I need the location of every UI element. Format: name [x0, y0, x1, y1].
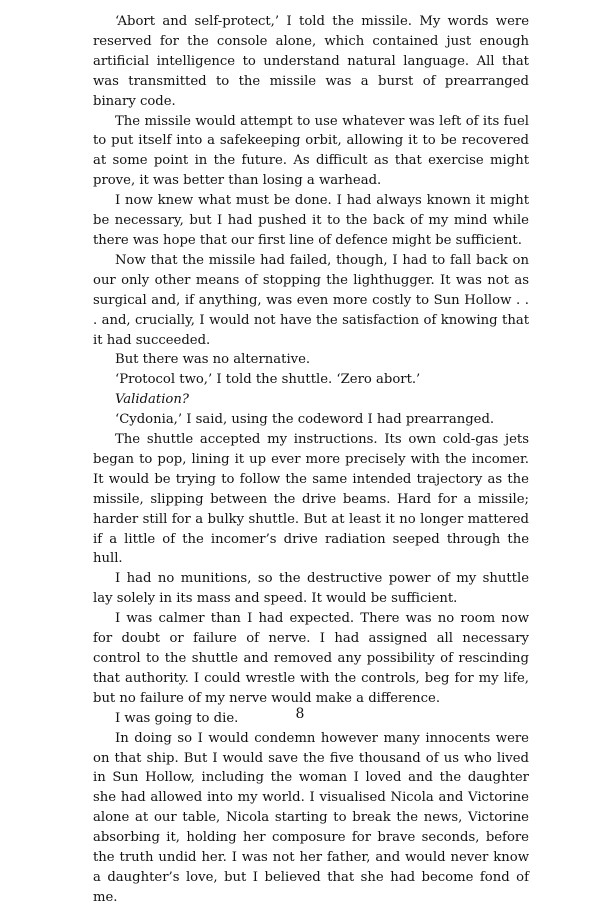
- paragraph: I had no munitions, so the destructive power of my shuttle lay solely in its mass and speed. It would be sufficient.: [93, 571, 529, 607]
- paragraph: I was going to die.: [115, 710, 239, 726]
- body-text: [93, 12, 529, 908]
- page-number: 8: [295, 706, 305, 722]
- paragraph: I was calmer than I had expected. There was no room now for doubt or failure of nerve. I had assigned all necessary control to the shuttle and removed any possibility of rescinding that authority. I could wrestle with the controls, beg for my life, but no failure of my nerve would make a difference.: [93, 611, 529, 706]
- paragraph: ‘Protocol two,’ I told the shuttle. ‘Zero abort.’: [115, 372, 421, 388]
- paragraph: The shuttle accepted my instructions. Its own cold-gas jets began to pop, lining it up ever more precisely with the incomer. It would be trying to follow the same intended trajectory as the missile, slipping between the drive beams. Hard for a missile; harder still for a bulky shuttle. But at least it no longer mattered if a little of the incomer’s drive radiation seeped through the hull.: [93, 432, 529, 567]
- paragraph: The missile would attempt to use whatever was left of its fuel to put itself into a safekeeping orbit, allowing it to be recovered at some point in the future. As difficult as that exercise might prove, it was better than losing a warhead.: [93, 113, 529, 189]
- paragraph: In doing so I would condemn however many innocents were on that ship. But I would save the five thousand of us who lived in Sun Hollow, including the woman I loved and the daughter she had allowed into my world. I visualised Nicola and Victorine alone at our table, Nicola starting to break the news, Victorine absorbing it, holding her composure for brave seconds, before the truth undid her. I was not her father, and would never know a daughter’s love, but I believed that she had become fond of me.: [93, 730, 529, 905]
- paragraph: Validation?: [115, 392, 189, 408]
- paragraph: Now that the missile had failed, though, I had to fall back on our only other means of stopping the lighthugger. It was not as surgical and, if anything, was even more costly to Sun Hollow . . . and, crucially, I would not have the satisfaction of knowing that it had succeeded.: [93, 252, 529, 348]
- paragraph: ‘Cydonia,’ I said, using the codeword I had prearranged.: [115, 412, 495, 428]
- paragraph: ‘Abort and self-protect,’ I told the missile. My words were reserved for the console alone, which contained just enough artificial intelligence to understand natural language. All that was transmitted to the missile was a burst of prearranged binary code.: [93, 14, 529, 109]
- paragraph: I now knew what must be done. I had always known it might be necessary, but I had pushed it to the back of my mind while there was hope that our first line of defence might be sufficient.: [93, 193, 529, 248]
- paragraph: But there was no alternative.: [115, 352, 311, 368]
